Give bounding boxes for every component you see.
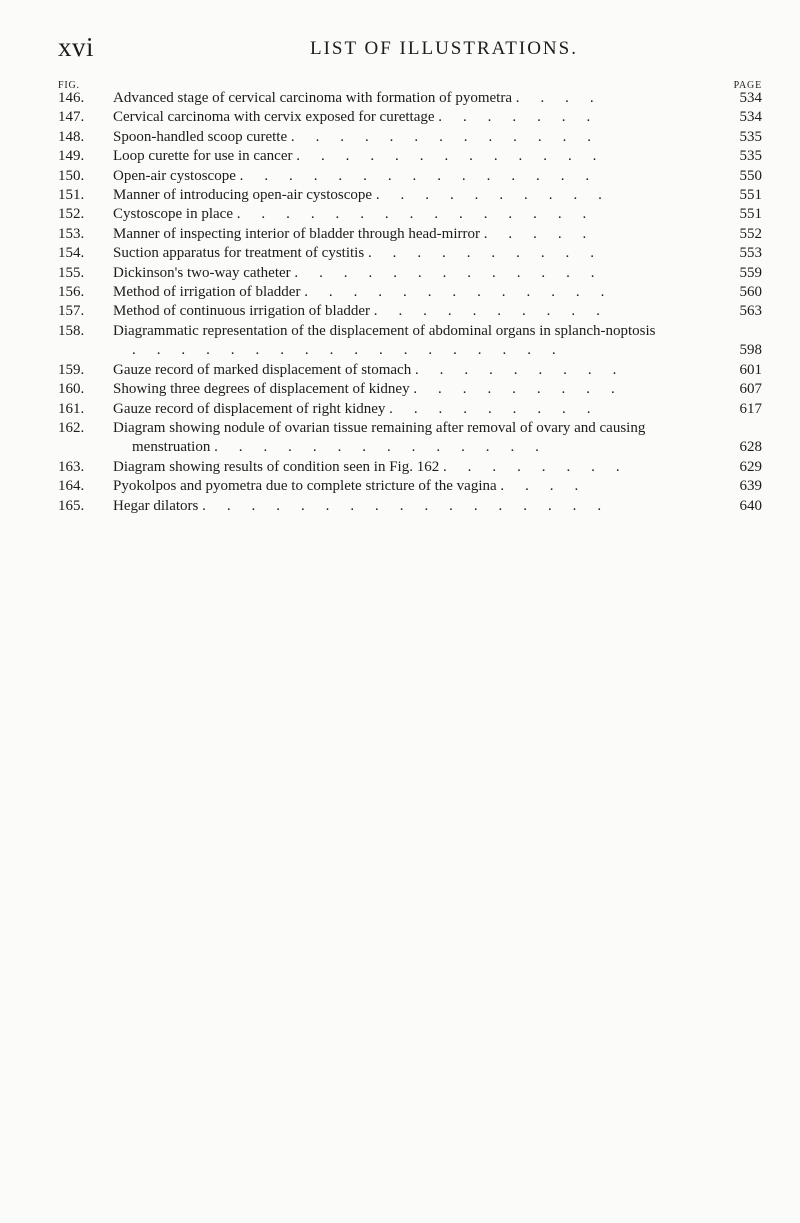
dot-leader: . . . .: [515, 90, 603, 106]
figure-title: Manner of introducing open-air cystoscope: [113, 187, 373, 204]
figure-number: 146.: [58, 90, 85, 106]
page-reference: 601: [739, 361, 762, 378]
figure-number: 157.: [58, 303, 85, 320]
figure-title: Gauze record of marked displacement of stomach: [113, 361, 412, 378]
dot-leader: . . . . .: [483, 225, 595, 242]
figure-title: Cervical carcinoma with cervix exposed for curettage: [113, 109, 435, 126]
list-item: [58, 128, 762, 147]
page-reference: 629: [739, 458, 762, 475]
page-reference: 639: [739, 478, 762, 495]
list-item: [58, 322, 762, 361]
list-item: [58, 89, 762, 108]
page-reference: 551: [739, 187, 762, 204]
figure-title: Manner of inspecting interior of bladder through head-mirror: [113, 225, 480, 242]
entry-text: [113, 283, 714, 302]
dot-leader: . . . . . . . . .: [414, 361, 625, 378]
list-item: [58, 400, 762, 419]
dot-leader: . . . .: [500, 478, 587, 495]
entry-text: [113, 89, 714, 108]
figure-number: 149.: [58, 148, 85, 165]
page-reference: 535: [739, 128, 762, 145]
page-reference: 563: [739, 303, 762, 320]
figure-number: 152.: [58, 206, 85, 223]
list-item: [58, 147, 762, 166]
page-reference: 534: [739, 109, 762, 126]
dot-leader: . . . . . . . . . . . . . .: [214, 439, 548, 456]
page-reference: 534: [739, 90, 762, 106]
list-item: [58, 497, 762, 516]
page-reference: 617: [739, 400, 762, 417]
fig-column-heading: FIG.: [58, 80, 80, 91]
figure-number: 151.: [58, 187, 85, 204]
page-header: [0, 30, 800, 64]
figure-title: Gauze record of displacement of right kidney: [113, 400, 386, 417]
figure-title: Dickinson's two-way catheter: [113, 264, 291, 281]
dot-leader: . . . . . . . . . .: [367, 245, 603, 262]
figure-number: 160.: [58, 381, 85, 398]
figure-title: Loop curette for use in cancer: [113, 148, 293, 165]
page-reference: 535: [739, 148, 762, 165]
page-reference: 560: [739, 284, 762, 301]
figure-title: Advanced stage of cervical carcinoma with formation of pyometra: [113, 90, 513, 106]
entry-text: [113, 302, 714, 321]
figure-title: Open-air cystoscope: [113, 167, 236, 184]
list-item: [58, 244, 762, 263]
list-item: [58, 264, 762, 283]
list-item: [58, 477, 762, 496]
entry-text: [113, 186, 714, 205]
dot-leader: . . . . . . . . . . . . . . . . . .: [132, 342, 565, 359]
dot-leader: . . . . . . . .: [442, 458, 629, 475]
figure-number: 164.: [58, 478, 85, 495]
dot-leader: . . . . . . . . . . . . .: [290, 128, 600, 145]
page-reference: 628: [739, 439, 762, 456]
list-item: [58, 108, 762, 127]
dot-leader: . . . . . . . . . .: [373, 303, 609, 320]
dot-leader: . . . . . . . . . . . . . . . . .: [202, 497, 610, 514]
figure-title: Method of irrigation of bladder: [113, 284, 301, 301]
page-reference: 598: [739, 342, 762, 359]
list-item: [58, 302, 762, 321]
figure-title: Pyokolpos and pyometra due to complete stricture of the vagina: [113, 478, 497, 495]
figure-title: Method of continuous irrigation of bladder: [113, 303, 371, 320]
figure-number: 147.: [58, 109, 85, 126]
dot-leader: . . . . . . . . . .: [375, 187, 611, 204]
entry-text: [113, 244, 714, 263]
figure-number: 155.: [58, 264, 85, 281]
entry-text: [113, 477, 714, 496]
entry-text: [113, 458, 714, 477]
running-title: LIST OF ILLUSTRATIONS.: [310, 38, 578, 59]
page-reference: 553: [739, 245, 762, 262]
page-column-heading: PAGE: [733, 80, 762, 91]
list-item: [58, 225, 762, 244]
figure-number: 154.: [58, 245, 85, 262]
list-item: [58, 283, 762, 302]
page-reference: 550: [739, 167, 762, 184]
figure-number: 153.: [58, 225, 85, 242]
figure-number: 163.: [58, 458, 85, 475]
page-reference: 640: [739, 497, 762, 514]
dot-leader: . . . . . . . . . . . . . . .: [239, 167, 598, 184]
figure-title: Diagrammatic representation of the displacement of abdominal organs in splanch-noptosis: [113, 322, 656, 339]
entry-text: [113, 400, 714, 419]
figure-title: Cystoscope in place: [113, 206, 233, 223]
figure-title: Diagram showing results of condition seen in Fig. 162: [113, 458, 440, 475]
figure-number: 150.: [58, 167, 85, 184]
entry-text: [113, 225, 714, 244]
page-number: xvi: [58, 32, 95, 62]
entry-text: [113, 264, 714, 283]
figure-title: Showing three degrees of displacement of kidney: [113, 381, 410, 398]
entry-text: [113, 167, 714, 186]
dot-leader: . . . . . . . . . . . . .: [294, 264, 604, 281]
list-item: [58, 167, 762, 186]
figure-number: 156.: [58, 284, 85, 301]
figure-number: 162.: [58, 419, 85, 436]
figure-title: Hegar dilators: [113, 497, 199, 514]
dot-leader: . . . . . . . . . . . . .: [296, 148, 605, 165]
figure-number: 165.: [58, 497, 85, 514]
illustrations-list: [58, 89, 762, 516]
entry-text: [113, 128, 714, 147]
figure-number: 159.: [58, 361, 85, 378]
list-item: [58, 205, 762, 224]
list-item: [58, 380, 762, 399]
entry-text: [113, 147, 714, 166]
dot-leader: . . . . . . . . . . . . . . .: [236, 206, 595, 223]
figure-number: 161.: [58, 400, 85, 417]
entry-text: [113, 108, 714, 127]
list-item: [58, 361, 762, 380]
page-reference: 607: [739, 381, 762, 398]
figure-title: Suction apparatus for treatment of cystitis: [113, 245, 365, 262]
page-reference: 552: [739, 225, 762, 242]
list-item: [58, 458, 762, 477]
list-item: [58, 419, 762, 458]
page-reference: 559: [739, 264, 762, 281]
page-reference: 551: [739, 206, 762, 223]
dot-leader: . . . . . . . . .: [389, 400, 600, 417]
figure-title: Spoon-handled scoop curette: [113, 128, 288, 145]
dot-leader: . . . . . . . . .: [413, 381, 624, 398]
list-item: [58, 186, 762, 205]
entry-text: [113, 205, 714, 224]
dot-leader: . . . . . . .: [438, 109, 599, 126]
entry-text: [113, 497, 714, 516]
entry-text: [113, 380, 714, 399]
dot-leader: . . . . . . . . . . . . .: [304, 284, 613, 301]
figure-title: Diagram showing nodule of ovarian tissue remaining after removal of ovary and causing menstruation: [113, 419, 646, 456]
entry-text: [113, 419, 714, 458]
entry-text: [113, 361, 714, 380]
entry-text: [113, 322, 714, 361]
figure-number: 148.: [58, 128, 85, 145]
figure-number: 158.: [58, 322, 85, 339]
